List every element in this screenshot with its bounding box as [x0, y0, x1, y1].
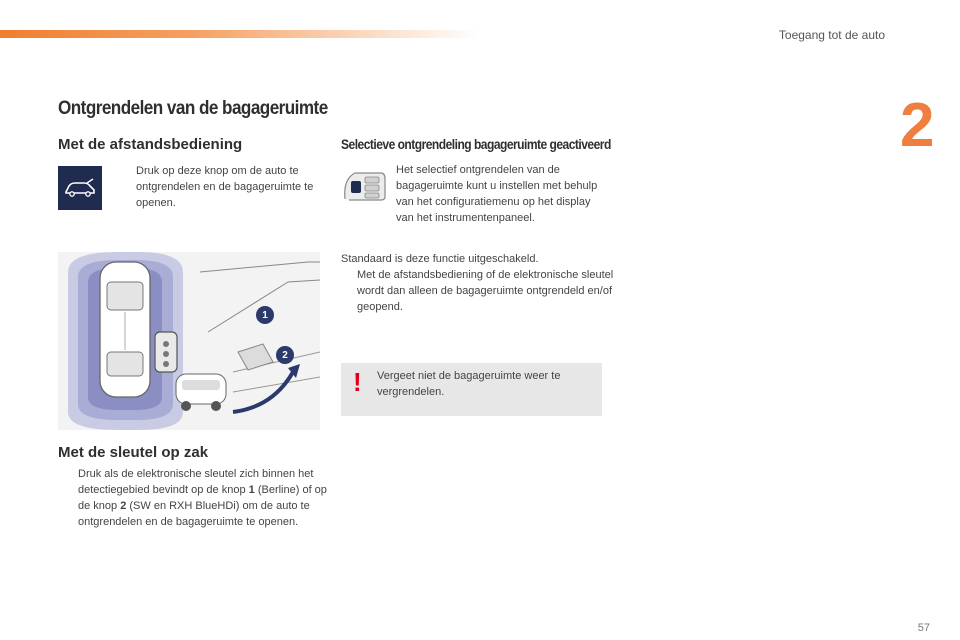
header-accent-bar [0, 30, 480, 38]
remote-instruction-text: Druk op deze knop om de auto te ontgrendelen en de bagageruimte te openen. [136, 165, 314, 209]
warning-text: Vergeet niet de bagageruimte weer te vergrendelen. [377, 370, 561, 398]
keys-subtitle: Met de sleutel op zak [58, 444, 209, 461]
keys-instruction [62, 466, 328, 530]
keys-instruction-part1: Druk als de elektronische sleutel zich binnen het detectiegebied bevindt op de knop [78, 468, 314, 496]
remote-subtitle: Met de afstandsbediening [58, 136, 243, 153]
section-title: Ontgrendelen van de bagageruimte [58, 98, 328, 119]
selective-intro: Het selectief ontgrendelen van de bagageruimte kunt u instellen met behulp van het configuratiemenu op het display van het instrumentenpaneel. [396, 164, 598, 224]
keys-instruction-part3: (SW en RXH BlueHDi) om de auto te ontgrendelen en de bagageruimte te openen. [78, 500, 310, 528]
detection-zone-illustration [58, 252, 320, 430]
button-2-ref: 2 [120, 500, 127, 512]
callout-1 [256, 306, 274, 324]
selective-instruction-text: Met de afstandsbediening of de elektronische sleutel wordt dan alleen de bagageruimte ontgrendeld en/of geopend. [357, 269, 614, 313]
header-title: Toegang tot de auto [778, 28, 885, 42]
button-1-ref: 1 [248, 484, 255, 496]
callout-1-label: 1 [262, 309, 268, 321]
keys-instruction-part2: (Berline) of op de knop [78, 484, 327, 512]
selective-instruction [341, 267, 619, 315]
warning-box [341, 363, 602, 416]
selective-subtitle: Selectieve ontgrendeling bagageruimte geactiveerd [341, 136, 611, 152]
remote-instruction [120, 163, 326, 211]
callout-2-label: 2 [282, 349, 288, 361]
warning-icon: ! [353, 367, 362, 397]
callout-2 [276, 346, 294, 364]
selective-standard: Standaard is deze functie uitgeschakeld. [341, 253, 539, 265]
car-remote-icon [58, 166, 102, 210]
page-number: 57 [917, 622, 930, 634]
chapter-number: 2 [900, 91, 935, 160]
steering-wheel-controls-icon [341, 168, 387, 204]
